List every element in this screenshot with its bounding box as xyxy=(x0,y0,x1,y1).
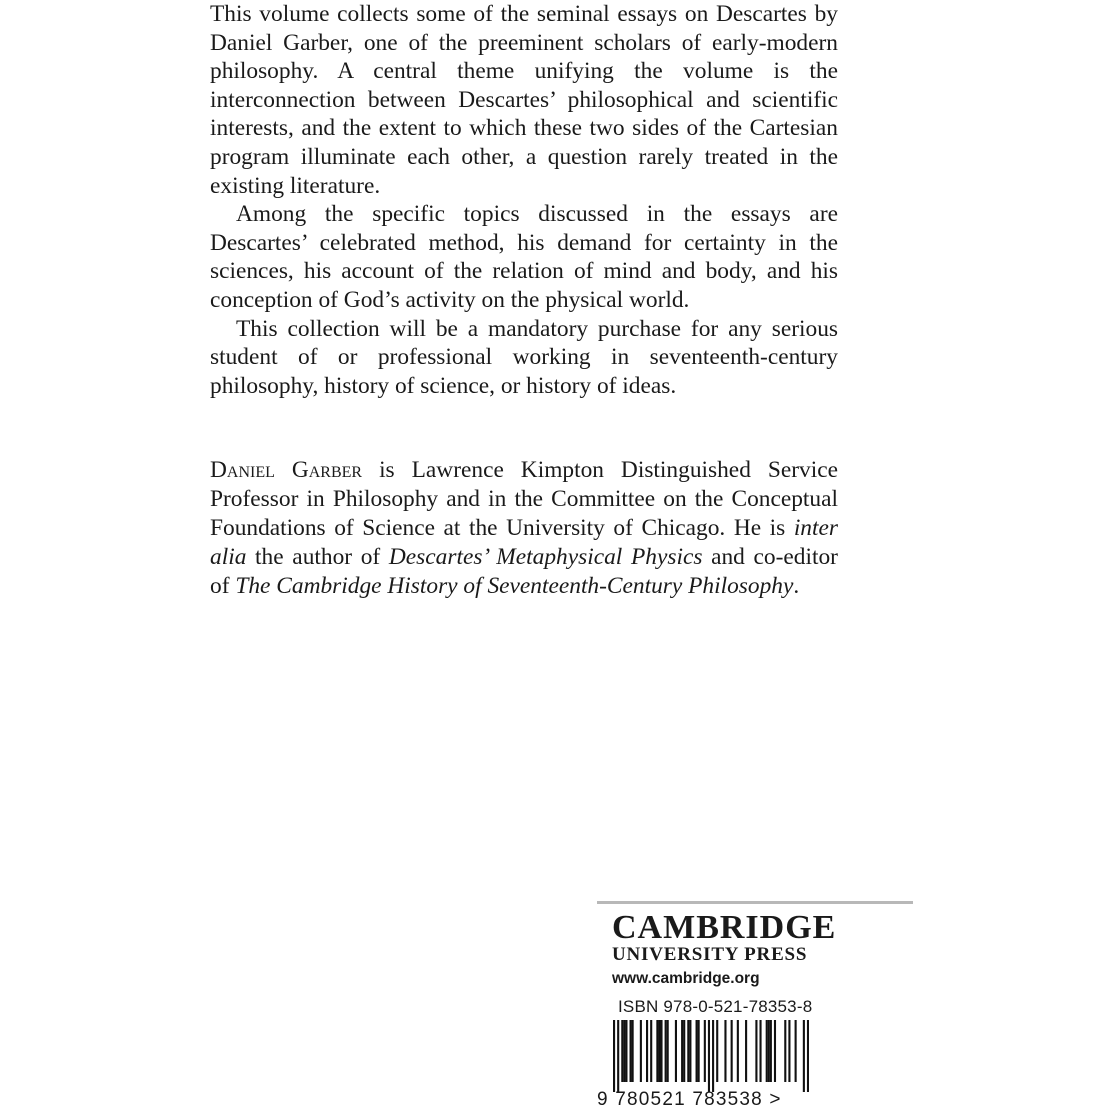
barcode-bar xyxy=(716,1020,718,1082)
barcode-bar xyxy=(667,1020,669,1082)
barcode-bar xyxy=(696,1020,698,1082)
blurb-paragraph-2: Among the specific topics discussed in the essays are Descartes’ celebrated method, his demand for certainty in the sciences, his account of the relation of mind and body, and his conception of God’s activity on the physical world. xyxy=(210,201,838,313)
barcode-bar xyxy=(656,1020,658,1082)
barcode-bar xyxy=(731,1020,733,1082)
barcode-bar xyxy=(623,1020,625,1082)
barcode-bar xyxy=(630,1020,632,1082)
barcode-bar xyxy=(712,1020,714,1092)
barcode-bar xyxy=(803,1020,805,1092)
barcode-bar xyxy=(617,1020,619,1092)
publisher-logo-name: CAMBRIDGE xyxy=(612,909,837,946)
bio-text-1: is Lawrence Kimpton Distinguished Service Professor in Philosophy and in the Committee on the Conceptual Foundations of Science at the University of Chicago. He is xyxy=(210,457,838,541)
publisher-logo-subtitle: UNIVERSITY PRESS xyxy=(612,944,808,965)
bio-inter-alia: inter alia xyxy=(210,515,838,570)
blurb-paragraph-3: This collection will be a mandatory purchase for any serious student of or professional working in seventeenth-century philosophy, history of science, or history of ideas. xyxy=(210,315,838,399)
barcode-bar xyxy=(646,1020,648,1082)
barcode-bar xyxy=(807,1020,809,1092)
barcode-bar xyxy=(724,1020,726,1082)
barcode-bar xyxy=(759,1020,761,1082)
barcode-bar xyxy=(675,1020,677,1082)
barcode-bar xyxy=(774,1020,776,1082)
publisher-url: www.cambridge.org xyxy=(612,970,760,987)
bio-text-4: . xyxy=(793,573,800,599)
barcode-bar xyxy=(683,1020,685,1082)
barcode-bar xyxy=(665,1020,667,1082)
barcode-bar xyxy=(650,1020,652,1082)
bio-text-2: the author of xyxy=(246,544,389,570)
barcode-bar xyxy=(625,1020,627,1082)
barcode-bar xyxy=(704,1020,706,1082)
barcode xyxy=(597,1020,827,1110)
isbn-label: ISBN 978-0-521-78353-8 xyxy=(618,997,813,1016)
barcode-bar xyxy=(708,1020,710,1092)
publisher-divider xyxy=(597,901,913,904)
barcode-bars xyxy=(613,1020,809,1092)
barcode-bar xyxy=(613,1020,615,1092)
barcode-bar xyxy=(788,1020,790,1082)
bio-book-title-1: Descartes’ Metaphysical Physics xyxy=(388,544,703,570)
barcode-bar xyxy=(770,1020,772,1082)
barcode-bar xyxy=(755,1020,757,1082)
blurb-paragraph-1: This volume collects some of the seminal essays on Descartes by Daniel Garber, one of the preeminent scholars of early-modern philosophy. A central theme unifying the volume is the interconnection between Descartes’ philosophical and scientific interests, and the extent to which these two sides of the Cartesian program illuminate each other, a question rarely treated in the existing literature. xyxy=(210,1,838,199)
barcode-bar xyxy=(681,1020,683,1082)
author-bio xyxy=(210,456,838,601)
barcode-bar xyxy=(737,1020,739,1082)
barcode-bar xyxy=(658,1020,660,1082)
barcode-bar xyxy=(689,1020,691,1082)
description-blurb xyxy=(210,0,838,400)
bio-text-3: and co-editor of xyxy=(210,544,838,599)
author-name: Daniel Garber xyxy=(210,457,363,483)
barcode-bar xyxy=(766,1020,768,1082)
barcode-bar xyxy=(768,1020,770,1082)
barcode-bar xyxy=(660,1020,662,1082)
barcode-bar xyxy=(698,1020,700,1082)
barcode-bar xyxy=(640,1020,642,1082)
barcode-bar xyxy=(621,1020,623,1082)
barcode-bar xyxy=(745,1020,747,1082)
barcode-bar xyxy=(687,1020,689,1082)
barcode-bar xyxy=(784,1020,786,1082)
bio-book-title-2: The Cambridge History of Seventeenth-Century Philosophy xyxy=(235,573,794,599)
barcode-bar xyxy=(632,1020,634,1082)
barcode-digits: 9 780521 783538 > xyxy=(597,1089,782,1110)
barcode-bar xyxy=(795,1020,797,1082)
